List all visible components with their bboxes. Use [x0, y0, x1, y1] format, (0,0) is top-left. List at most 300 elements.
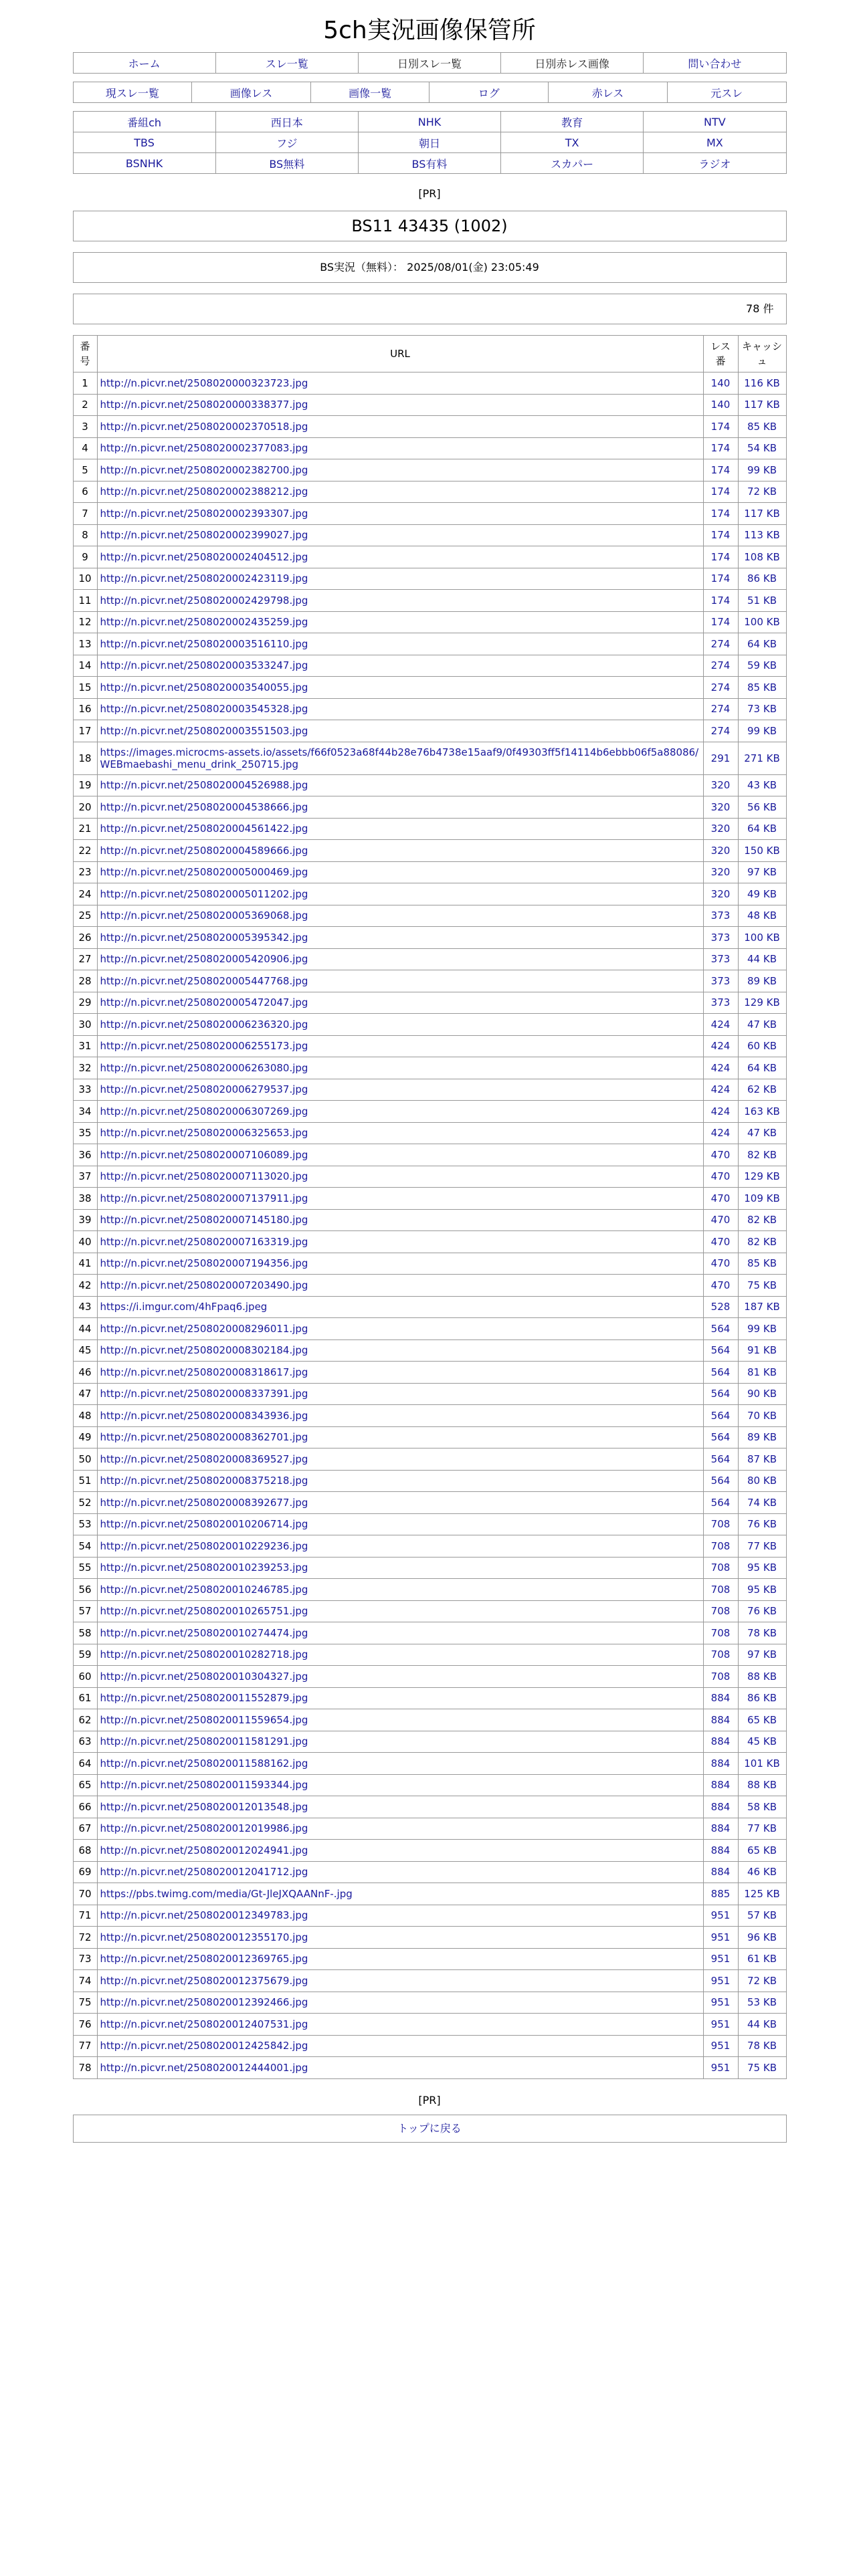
channel-link-cell[interactable] — [73, 132, 215, 153]
cache-link[interactable]: 99 KB — [747, 724, 777, 737]
cache-link[interactable]: 82 KB — [747, 1214, 777, 1226]
res-number-link[interactable]: 951 — [710, 2018, 731, 2030]
image-url-link[interactable]: http://n.picvr.net/2508020004589666.jpg — [100, 844, 308, 857]
image-url-link[interactable]: http://n.picvr.net/2508020004538666.jpg — [100, 800, 308, 813]
thread-nav-link-6[interactable]: 元スレ — [710, 86, 743, 100]
res-number-link[interactable]: 174 — [710, 420, 731, 433]
res-number-link[interactable]: 174 — [710, 486, 731, 498]
res-number-link[interactable]: 320 — [710, 866, 731, 879]
cache-link[interactable]: 49 KB — [747, 887, 777, 900]
res-number-link[interactable]: 174 — [710, 572, 731, 585]
image-url-link[interactable]: http://n.picvr.net/2508020002377083.jpg — [100, 442, 308, 455]
image-url-link[interactable]: http://n.picvr.net/2508020005395342.jpg — [100, 931, 308, 944]
image-url-link[interactable]: http://n.picvr.net/2508020002404512.jpg — [100, 550, 308, 563]
cache-link[interactable]: 56 KB — [747, 800, 777, 813]
cache-link[interactable]: 89 KB — [747, 974, 777, 987]
image-url-link[interactable]: http://n.picvr.net/2508020007106089.jpg — [100, 1148, 308, 1161]
cache-link[interactable]: 44 KB — [747, 2018, 777, 2030]
cache-link[interactable]: 116 KB — [744, 377, 780, 389]
back-to-top-link[interactable]: トップに戻る — [397, 2121, 462, 2135]
image-url-link[interactable]: http://n.picvr.net/2508020008302184.jpg — [100, 1344, 308, 1357]
image-url-link[interactable]: http://n.picvr.net/2508020010304327.jpg — [100, 1670, 308, 1683]
channel-link[interactable]: スカパー — [551, 157, 594, 171]
cache-link[interactable]: 129 KB — [744, 1170, 780, 1183]
channel-link-cell[interactable] — [501, 153, 644, 174]
cache-link[interactable]: 117 KB — [744, 399, 780, 411]
cache-link[interactable]: 45 KB — [747, 1735, 777, 1748]
cache-cell — [738, 611, 786, 633]
channel-link-cell[interactable] — [644, 153, 786, 174]
thread-nav-link-2-cell[interactable] — [192, 82, 311, 103]
res-number-link[interactable]: 884 — [710, 1692, 731, 1705]
cache-link[interactable]: 43 KB — [747, 779, 777, 792]
res-number-cell — [703, 1535, 738, 1558]
image-url-link[interactable]: http://n.picvr.net/2508020012041712.jpg — [100, 1866, 308, 1879]
channel-link[interactable]: フジ — [276, 136, 298, 150]
thread-nav-link-4[interactable]: ログ — [478, 86, 500, 100]
res-number-cell — [703, 1927, 738, 1949]
res-number-link[interactable]: 470 — [710, 1148, 731, 1161]
image-url-link[interactable]: http://n.picvr.net/2508020002435259.jpg — [100, 616, 308, 629]
nav-link-5-cell[interactable] — [644, 53, 786, 74]
cache-link[interactable]: 59 KB — [747, 659, 777, 672]
cache-link[interactable]: 95 KB — [747, 1562, 777, 1574]
image-url-link[interactable]: http://n.picvr.net/2508020011581291.jpg — [100, 1735, 308, 1748]
image-url-link[interactable]: http://n.picvr.net/2508020012355170.jpg — [100, 1931, 308, 1943]
cache-link[interactable]: 46 KB — [747, 1866, 777, 1879]
image-url-link[interactable]: http://n.picvr.net/2508020006325653.jpg — [100, 1127, 308, 1140]
image-url-link[interactable]: http://n.picvr.net/2508020010229236.jpg — [100, 1539, 308, 1552]
cache-link[interactable]: 86 KB — [747, 572, 777, 585]
res-number-link[interactable]: 470 — [710, 1214, 731, 1226]
cache-link[interactable]: 85 KB — [747, 1257, 777, 1270]
thread-nav-link-4-cell[interactable] — [430, 82, 549, 103]
image-url-link[interactable]: http://n.picvr.net/2508020012407531.jpg — [100, 2018, 308, 2030]
cache-link[interactable]: 97 KB — [747, 866, 777, 879]
table-row — [73, 818, 786, 840]
cache-link[interactable]: 81 KB — [747, 1366, 777, 1378]
res-number-link[interactable]: 951 — [710, 1974, 731, 1987]
res-number-link[interactable]: 951 — [710, 1953, 731, 1965]
cache-link[interactable]: 129 KB — [744, 996, 780, 1009]
image-url-link[interactable]: http://n.picvr.net/2508020003540055.jpg — [100, 681, 308, 693]
image-url-link[interactable]: http://n.picvr.net/2508020007194356.jpg — [100, 1257, 308, 1270]
cache-link[interactable]: 97 KB — [747, 1648, 777, 1661]
channel-link[interactable]: NTV — [704, 115, 726, 128]
channel-link[interactable]: NHK — [417, 115, 442, 128]
res-number-link[interactable]: 564 — [710, 1431, 731, 1444]
res-number-link[interactable]: 708 — [710, 1539, 731, 1552]
res-number-link[interactable]: 884 — [710, 1713, 731, 1726]
image-url-link[interactable]: http://n.picvr.net/2508020012444001.jpg — [100, 2061, 308, 2074]
cache-link[interactable]: 78 KB — [747, 2040, 777, 2052]
image-url-link[interactable]: http://n.picvr.net/2508020007145180.jpg — [100, 1214, 308, 1226]
res-number-link[interactable]: 373 — [710, 931, 731, 944]
cache-link[interactable]: 113 KB — [744, 529, 780, 542]
image-url-link[interactable]: http://n.picvr.net/2508020010274474.jpg — [100, 1626, 308, 1639]
res-number-link[interactable]: 274 — [710, 703, 731, 716]
res-number-link[interactable]: 951 — [710, 2040, 731, 2052]
image-url-link[interactable]: http://n.picvr.net/2508020011593344.jpg — [100, 1779, 308, 1792]
res-number-link[interactable]: 274 — [710, 659, 731, 672]
image-url-link[interactable]: http://n.picvr.net/2508020002370518.jpg — [100, 420, 308, 433]
image-url-link[interactable]: http://n.picvr.net/2508020012369765.jpg — [100, 1953, 308, 1965]
res-number-link[interactable]: 274 — [710, 724, 731, 737]
thread-nav-link-1[interactable]: 現スレ一覧 — [105, 86, 159, 100]
image-url-link[interactable]: http://n.picvr.net/2508020006255173.jpg — [100, 1040, 308, 1053]
image-url-link[interactable]: http://n.picvr.net/2508020002429798.jpg — [100, 594, 308, 607]
res-number-link[interactable]: 708 — [710, 1518, 731, 1531]
image-url-link[interactable]: http://n.picvr.net/2508020008296011.jpg — [100, 1322, 308, 1335]
res-number-link[interactable]: 373 — [710, 953, 731, 966]
channel-link[interactable]: TX — [565, 136, 579, 149]
res-number-link[interactable]: 320 — [710, 779, 731, 792]
res-number-link[interactable]: 373 — [710, 996, 731, 1009]
channel-link[interactable]: ラジオ — [698, 157, 731, 171]
res-number-link[interactable]: 320 — [710, 800, 731, 813]
res-number-link[interactable]: 274 — [710, 637, 731, 650]
image-url-link[interactable]: http://n.picvr.net/2508020007137911.jpg — [100, 1192, 308, 1204]
nav-link-1[interactable]: ホーム — [128, 57, 161, 70]
nav-link-5[interactable]: 問い合わせ — [688, 57, 742, 70]
cache-link[interactable]: 80 KB — [747, 1475, 777, 1487]
res-number-link[interactable]: 564 — [710, 1344, 731, 1357]
table-row — [73, 720, 786, 742]
image-url-link[interactable]: http://n.picvr.net/2508020005420906.jpg — [100, 953, 308, 966]
cache-link[interactable]: 108 KB — [744, 550, 780, 563]
url-cell — [97, 633, 703, 655]
image-url-link[interactable]: http://n.picvr.net/2508020003545328.jpg — [100, 703, 308, 716]
cache-link[interactable]: 88 KB — [747, 1670, 777, 1683]
cache-link[interactable]: 90 KB — [747, 1388, 777, 1400]
cache-link[interactable]: 75 KB — [747, 1279, 777, 1291]
image-url-link[interactable]: http://n.picvr.net/2508020003516110.jpg — [100, 637, 308, 650]
res-number-link[interactable]: 708 — [710, 1626, 731, 1639]
image-url-link[interactable]: http://n.picvr.net/2508020005011202.jpg — [100, 887, 308, 900]
channel-link[interactable]: BSNHK — [125, 156, 163, 170]
cache-link[interactable]: 95 KB — [747, 1583, 777, 1596]
cache-link[interactable]: 64 KB — [747, 823, 777, 835]
res-number-link[interactable]: 951 — [710, 1931, 731, 1943]
nav-link-1-cell[interactable] — [73, 53, 215, 74]
image-url-link[interactable]: http://n.picvr.net/2508020007163319.jpg — [100, 1235, 308, 1248]
image-url-link[interactable]: http://n.picvr.net/2508020004526988.jpg — [100, 779, 308, 792]
image-url-link[interactable]: https://pbs.twimg.com/media/Gt-JleJXQAANnF-.jpg — [100, 1887, 353, 1900]
res-number-link[interactable]: 470 — [710, 1192, 731, 1204]
res-number-link[interactable]: 140 — [710, 377, 731, 389]
cache-link[interactable]: 65 KB — [747, 1844, 777, 1856]
image-url-link[interactable]: http://n.picvr.net/2508020010246785.jpg — [100, 1583, 308, 1596]
cache-link[interactable]: 117 KB — [744, 507, 780, 520]
res-number-link[interactable]: 373 — [710, 909, 731, 922]
cache-link[interactable]: 76 KB — [747, 1518, 777, 1531]
res-number-link[interactable]: 174 — [710, 616, 731, 629]
cache-cell — [738, 698, 786, 720]
image-url-link[interactable]: http://n.picvr.net/2508020005472047.jpg — [100, 996, 308, 1009]
cache-cell — [738, 2014, 786, 2036]
channel-link-cell[interactable] — [644, 132, 786, 153]
channel-link[interactable]: 番組ch — [127, 116, 162, 129]
cache-link[interactable]: 88 KB — [747, 1779, 777, 1792]
cache-cell — [738, 1470, 786, 1492]
channel-link[interactable]: BS有料 — [411, 157, 448, 171]
res-number-link[interactable]: 320 — [710, 844, 731, 857]
cache-link[interactable]: 150 KB — [744, 844, 780, 857]
cache-link[interactable]: 76 KB — [747, 1605, 777, 1618]
image-url-link[interactable]: http://n.picvr.net/2508020005000469.jpg — [100, 866, 308, 879]
cache-link[interactable]: 100 KB — [744, 931, 780, 944]
cache-link[interactable]: 101 KB — [744, 1757, 780, 1769]
thread-nav-link-3-cell[interactable] — [310, 82, 430, 103]
image-url-link[interactable]: http://n.picvr.net/2508020006263080.jpg — [100, 1061, 308, 1074]
channel-link-cell[interactable] — [501, 112, 644, 132]
res-number-link[interactable]: 564 — [710, 1409, 731, 1422]
res-number-link[interactable]: 174 — [710, 442, 731, 455]
channel-link[interactable]: 西日本 — [270, 116, 303, 129]
cache-link[interactable]: 91 KB — [747, 1344, 777, 1357]
res-number-link[interactable]: 470 — [710, 1235, 731, 1248]
res-number-link[interactable]: 884 — [710, 1735, 731, 1748]
image-url-link[interactable]: http://n.picvr.net/2508020008337391.jpg — [100, 1388, 308, 1400]
image-url-link[interactable]: http://n.picvr.net/2508020006236320.jpg — [100, 1018, 308, 1031]
cache-link[interactable]: 109 KB — [744, 1192, 780, 1204]
image-url-link[interactable]: http://n.picvr.net/2508020005369068.jpg — [100, 909, 308, 922]
channel-link-cell[interactable] — [358, 112, 500, 132]
image-url-link[interactable]: http://n.picvr.net/2508020011552879.jpg — [100, 1692, 308, 1705]
res-number-link[interactable]: 470 — [710, 1170, 731, 1183]
cache-link[interactable]: 89 KB — [747, 1431, 777, 1444]
res-number-link[interactable]: 708 — [710, 1670, 731, 1683]
image-url-link[interactable]: http://n.picvr.net/2508020003533247.jpg — [100, 659, 308, 672]
channel-link-cell[interactable] — [358, 153, 500, 174]
cache-link[interactable]: 47 KB — [747, 1127, 777, 1140]
image-url-link[interactable]: http://n.picvr.net/2508020002382700.jpg — [100, 463, 308, 476]
table-row — [73, 503, 786, 525]
res-number-link[interactable]: 951 — [710, 1996, 731, 2009]
image-url-link[interactable]: http://n.picvr.net/2508020002399027.jpg — [100, 529, 308, 542]
res-number-link[interactable]: 884 — [710, 1844, 731, 1856]
cache-link[interactable]: 62 KB — [747, 1083, 777, 1096]
res-number-link[interactable]: 951 — [710, 1909, 731, 1922]
cache-link[interactable]: 99 KB — [747, 463, 777, 476]
res-number-cell — [703, 1101, 738, 1123]
res-number-link[interactable]: 174 — [710, 550, 731, 563]
res-number-link[interactable]: 470 — [710, 1257, 731, 1270]
res-number-link[interactable]: 291 — [710, 752, 731, 764]
image-url-link[interactable]: http://n.picvr.net/2508020007203490.jpg — [100, 1279, 308, 1291]
cache-link[interactable]: 75 KB — [747, 2061, 777, 2074]
thread-nav-link-2[interactable]: 画像レス — [229, 86, 273, 100]
res-number-link[interactable]: 424 — [710, 1127, 731, 1140]
cache-link[interactable]: 61 KB — [747, 1953, 777, 1965]
image-url-link[interactable]: http://n.picvr.net/2508020012013548.jpg — [100, 1800, 308, 1813]
cache-link[interactable]: 54 KB — [747, 442, 777, 455]
channel-link[interactable]: 朝日 — [418, 136, 440, 150]
cache-link[interactable]: 72 KB — [747, 486, 777, 498]
image-url-link[interactable]: https://images.microcms-assets.io/assets/f66f0523a68f44b28e76b4738e15aaf9/0f49303ff5f14114b6ebbb06f5a88086/WEBmaebashi_menu_drink_250715.jpg — [100, 746, 699, 770]
res-number-link[interactable]: 951 — [710, 2061, 731, 2074]
cache-link[interactable]: 72 KB — [747, 1974, 777, 1987]
image-url-link[interactable]: http://n.picvr.net/2508020012349783.jpg — [100, 1909, 308, 1922]
image-url-link[interactable]: http://n.picvr.net/2508020002393307.jpg — [100, 507, 308, 520]
image-url-link[interactable]: http://n.picvr.net/2508020012024941.jpg — [100, 1844, 308, 1856]
cache-link[interactable]: 82 KB — [747, 1148, 777, 1161]
channel-link-cell[interactable] — [501, 132, 644, 153]
res-number-link[interactable]: 884 — [710, 1822, 731, 1835]
cache-link[interactable]: 99 KB — [747, 1322, 777, 1335]
cache-link[interactable]: 47 KB — [747, 1018, 777, 1031]
nav-link-2[interactable]: スレ一覧 — [265, 57, 308, 70]
page-container — [73, 0, 787, 2143]
res-number-link[interactable]: 884 — [710, 1800, 731, 1813]
cache-link[interactable]: 125 KB — [744, 1887, 780, 1900]
thread-nav-link-6-cell[interactable] — [667, 82, 786, 103]
channel-link-cell[interactable] — [215, 132, 358, 153]
res-number-link[interactable]: 884 — [710, 1757, 731, 1769]
cache-link[interactable]: 44 KB — [747, 953, 777, 966]
channel-link[interactable]: MX — [706, 136, 723, 149]
thread-nav-link-5-cell[interactable] — [549, 82, 668, 103]
channel-link-cell[interactable] — [215, 153, 358, 174]
channel-link-cell[interactable] — [358, 132, 500, 153]
image-url-link[interactable]: http://n.picvr.net/2508020010265751.jpg — [100, 1605, 308, 1618]
table-row — [73, 1666, 786, 1688]
cache-link[interactable]: 86 KB — [747, 1692, 777, 1705]
thread-nav-link-3[interactable]: 画像一覧 — [349, 86, 392, 100]
res-number-link[interactable]: 564 — [710, 1496, 731, 1509]
channel-link-cell[interactable] — [73, 153, 215, 174]
header-cache: キャッシュ — [738, 336, 786, 372]
image-url-link[interactable]: https://i.imgur.com/4hFpaq6.jpeg — [100, 1301, 268, 1313]
res-number-cell — [703, 2035, 738, 2057]
image-url-link[interactable]: http://n.picvr.net/2508020006307269.jpg — [100, 1105, 308, 1117]
image-url-link[interactable]: http://n.picvr.net/2508020008362701.jpg — [100, 1431, 308, 1444]
cache-link[interactable]: 57 KB — [747, 1909, 777, 1922]
channel-link-cell[interactable] — [644, 112, 786, 132]
image-url-link[interactable]: http://n.picvr.net/2508020012019986.jpg — [100, 1822, 308, 1835]
cache-link[interactable]: 53 KB — [747, 1996, 777, 2009]
res-number-link[interactable]: 424 — [710, 1040, 731, 1053]
res-number-link[interactable]: 564 — [710, 1453, 731, 1465]
cache-link[interactable]: 74 KB — [747, 1496, 777, 1509]
image-url-link[interactable]: http://n.picvr.net/2508020011588162.jpg — [100, 1757, 308, 1769]
image-url-link[interactable]: http://n.picvr.net/2508020012425842.jpg — [100, 2040, 308, 2052]
cache-link[interactable]: 82 KB — [747, 1235, 777, 1248]
cache-link[interactable]: 65 KB — [747, 1713, 777, 1726]
channel-link-cell[interactable] — [215, 112, 358, 132]
res-number-link[interactable]: 174 — [710, 529, 731, 542]
res-number-link[interactable]: 174 — [710, 594, 731, 607]
image-url-link[interactable]: http://n.picvr.net/2508020002388212.jpg — [100, 486, 308, 498]
res-number-link[interactable]: 884 — [710, 1779, 731, 1792]
res-number-link[interactable]: 708 — [710, 1562, 731, 1574]
thread-nav-link-1-cell[interactable] — [73, 82, 192, 103]
cache-link[interactable]: 60 KB — [747, 1040, 777, 1053]
res-number-link[interactable]: 424 — [710, 1083, 731, 1096]
res-number-link[interactable]: 564 — [710, 1388, 731, 1400]
cache-link[interactable]: 85 KB — [747, 681, 777, 693]
cache-link[interactable]: 87 KB — [747, 1453, 777, 1465]
cache-link[interactable]: 77 KB — [747, 1539, 777, 1552]
res-number-link[interactable]: 470 — [710, 1279, 731, 1291]
res-number-link[interactable]: 564 — [710, 1366, 731, 1378]
res-number-link[interactable]: 140 — [710, 399, 731, 411]
cache-link[interactable]: 73 KB — [747, 703, 777, 716]
image-url-link[interactable]: http://n.picvr.net/2508020011559654.jpg — [100, 1713, 308, 1726]
cache-link[interactable]: 64 KB — [747, 637, 777, 650]
channel-link-cell[interactable] — [73, 112, 215, 132]
cache-link[interactable]: 64 KB — [747, 1061, 777, 1074]
res-number-link[interactable]: 320 — [710, 823, 731, 835]
cache-link[interactable]: 48 KB — [747, 909, 777, 922]
res-number-link[interactable]: 564 — [710, 1475, 731, 1487]
image-url-link[interactable]: http://n.picvr.net/2508020000323723.jpg — [100, 377, 308, 389]
image-url-link[interactable]: http://n.picvr.net/2508020012392466.jpg — [100, 1996, 308, 2009]
res-number-link[interactable]: 528 — [710, 1301, 731, 1313]
channel-link[interactable]: TBS — [134, 136, 155, 149]
image-url-link[interactable]: http://n.picvr.net/2508020012375679.jpg — [100, 1974, 308, 1987]
image-url-link[interactable]: http://n.picvr.net/2508020008375218.jpg — [100, 1475, 308, 1487]
cache-link[interactable]: 271 KB — [744, 752, 780, 764]
image-url-link[interactable]: http://n.picvr.net/2508020008343936.jpg — [100, 1409, 308, 1422]
res-number-link[interactable]: 884 — [710, 1866, 731, 1879]
channel-link[interactable]: 教育 — [561, 116, 583, 129]
image-url-link[interactable]: http://n.picvr.net/2508020007113020.jpg — [100, 1170, 308, 1183]
image-url-link[interactable]: http://n.picvr.net/2508020008369527.jpg — [100, 1453, 308, 1465]
cache-link[interactable]: 77 KB — [747, 1822, 777, 1835]
cache-link[interactable]: 100 KB — [744, 616, 780, 629]
res-number-link[interactable]: 708 — [710, 1648, 731, 1661]
thread-nav-link-5[interactable]: 赤レス — [591, 86, 624, 100]
channel-link[interactable]: BS無料 — [269, 157, 305, 171]
image-url-link[interactable]: http://n.picvr.net/2508020008318617.jpg — [100, 1366, 308, 1378]
res-number-link[interactable]: 424 — [710, 1061, 731, 1074]
image-url-link[interactable]: http://n.picvr.net/2508020005447768.jpg — [100, 974, 308, 987]
cache-link[interactable]: 163 KB — [744, 1105, 780, 1117]
res-number-link[interactable]: 320 — [710, 887, 731, 900]
res-number-link[interactable]: 373 — [710, 974, 731, 987]
cache-link[interactable]: 96 KB — [747, 1931, 777, 1943]
image-url-link[interactable]: http://n.picvr.net/2508020003551503.jpg — [100, 724, 308, 737]
res-number-link[interactable]: 564 — [710, 1322, 731, 1335]
image-url-link[interactable]: http://n.picvr.net/2508020010239253.jpg — [100, 1562, 308, 1574]
res-number-link[interactable]: 174 — [710, 463, 731, 476]
image-url-link[interactable]: http://n.picvr.net/2508020002423119.jpg — [100, 572, 308, 585]
image-url-link[interactable]: http://n.picvr.net/2508020000338377.jpg — [100, 399, 308, 411]
url-cell — [97, 818, 703, 840]
res-number-link[interactable]: 174 — [710, 507, 731, 520]
image-url-link[interactable]: http://n.picvr.net/2508020006279537.jpg — [100, 1083, 308, 1096]
res-number-cell — [703, 840, 738, 862]
image-url-link[interactable]: http://n.picvr.net/2508020010206714.jpg — [100, 1518, 308, 1531]
res-number-link[interactable]: 424 — [710, 1018, 731, 1031]
cache-link[interactable]: 51 KB — [747, 594, 777, 607]
res-number-link[interactable]: 708 — [710, 1605, 731, 1618]
nav-link-2-cell[interactable] — [215, 53, 358, 74]
cache-link[interactable]: 58 KB — [747, 1800, 777, 1813]
image-url-link[interactable]: http://n.picvr.net/2508020010282718.jpg — [100, 1648, 308, 1661]
res-number-link[interactable]: 708 — [710, 1583, 731, 1596]
res-number-link[interactable]: 885 — [710, 1887, 731, 1900]
cache-link[interactable]: 70 KB — [747, 1409, 777, 1422]
cache-link[interactable]: 78 KB — [747, 1626, 777, 1639]
image-url-link[interactable]: http://n.picvr.net/2508020004561422.jpg — [100, 823, 308, 835]
cache-link[interactable]: 187 KB — [744, 1301, 780, 1313]
res-number-link[interactable]: 424 — [710, 1105, 731, 1117]
cache-link[interactable]: 85 KB — [747, 420, 777, 433]
res-number-link[interactable]: 274 — [710, 681, 731, 693]
image-url-link[interactable]: http://n.picvr.net/2508020008392677.jpg — [100, 1496, 308, 1509]
